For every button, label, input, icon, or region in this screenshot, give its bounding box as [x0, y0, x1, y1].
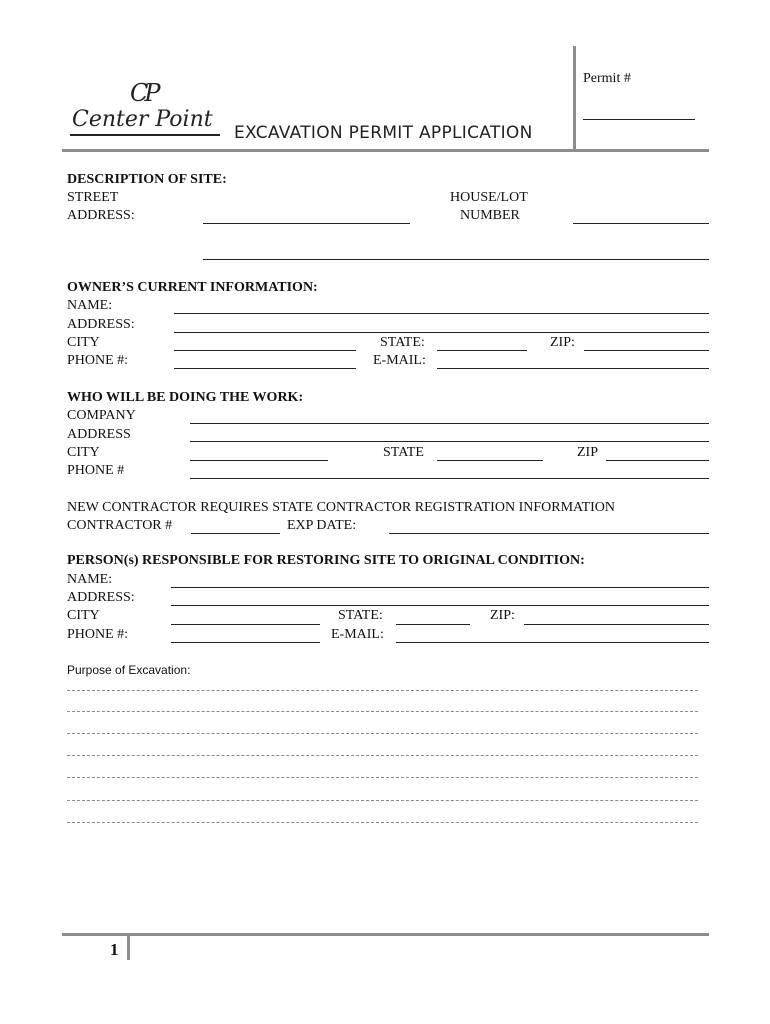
contractor-number-label: CONTRACTOR #	[67, 518, 173, 533]
restorer-heading: PERSON(s) RESPONSIBLE FOR RESTORING SITE TO ORIGINAL CONDITION:	[67, 553, 585, 568]
logo-underline	[70, 134, 220, 136]
house-lot-number-field[interactable]	[573, 223, 709, 224]
street-address-field[interactable]	[203, 223, 410, 224]
address-label: ADDRESS:	[67, 208, 135, 223]
owner-address-label: ADDRESS:	[67, 317, 135, 332]
owner-zip-label: ZIP:	[550, 335, 575, 350]
worker-zip-label: ZIP	[577, 445, 598, 460]
owner-state-field[interactable]	[437, 350, 527, 351]
restorer-address-field[interactable]	[171, 605, 709, 606]
footer-rule	[62, 933, 709, 936]
header-vertical-divider	[573, 46, 576, 152]
owner-phone-label: PHONE #:	[67, 353, 129, 368]
logo	[70, 80, 222, 138]
worker-company-field[interactable]	[190, 423, 709, 424]
permit-number-field[interactable]	[583, 119, 695, 120]
purpose-label: Purpose of Excavation:	[67, 663, 191, 677]
owner-heading: OWNER’S CURRENT INFORMATION:	[67, 280, 318, 295]
restorer-email-label: E-MAIL:	[331, 627, 384, 642]
restorer-phone-field[interactable]	[171, 642, 320, 643]
restorer-state-field[interactable]	[396, 624, 470, 625]
page-number: 1	[110, 940, 119, 959]
purpose-line[interactable]	[67, 733, 698, 734]
owner-zip-field[interactable]	[584, 350, 709, 351]
restorer-name-label: NAME:	[67, 572, 113, 587]
purpose-line[interactable]	[67, 755, 698, 756]
restorer-zip-label: ZIP:	[490, 608, 515, 623]
restorer-email-field[interactable]	[396, 642, 709, 643]
restorer-city-field[interactable]	[171, 624, 320, 625]
restorer-phone-label: PHONE #:	[67, 627, 129, 642]
worker-state-field[interactable]	[437, 460, 543, 461]
restorer-zip-field[interactable]	[524, 624, 709, 625]
house-lot-label: HOUSE/LOT	[450, 190, 528, 205]
contractor-notice: NEW CONTRACTOR REQUIRES STATE CONTRACTOR REGISTRATION INFORMATION	[67, 500, 616, 515]
owner-email-label: E-MAIL:	[373, 353, 426, 368]
exp-date-label: EXP DATE:	[287, 518, 357, 533]
worker-zip-field[interactable]	[606, 460, 709, 461]
logo-monogram: CP	[130, 79, 157, 107]
header-bottom-rule	[62, 149, 709, 152]
purpose-line[interactable]	[67, 822, 698, 823]
worker-state-label: STATE	[383, 445, 424, 460]
purpose-line[interactable]	[67, 711, 698, 712]
purpose-line[interactable]	[67, 800, 698, 801]
number-label: NUMBER	[460, 208, 520, 223]
worker-address-label: ADDRESS	[67, 427, 131, 442]
owner-address-field[interactable]	[174, 332, 709, 333]
footer-divider	[127, 933, 130, 960]
worker-city-field[interactable]	[190, 460, 328, 461]
owner-city-field[interactable]	[174, 350, 356, 351]
page-title: EXCAVATION PERMIT APPLICATION	[234, 123, 533, 143]
owner-phone-field[interactable]	[174, 368, 356, 369]
worker-company-label: COMPANY	[67, 408, 136, 423]
site-heading: DESCRIPTION OF SITE:	[67, 172, 227, 187]
worker-phone-label: PHONE #	[67, 463, 125, 478]
purpose-line[interactable]	[67, 690, 698, 691]
restorer-city-label: CITY	[67, 608, 100, 623]
exp-date-field[interactable]	[389, 533, 709, 534]
owner-state-label: STATE:	[380, 335, 425, 350]
contractor-number-field[interactable]	[191, 533, 280, 534]
worker-address-field[interactable]	[190, 441, 709, 442]
worker-city-label: CITY	[67, 445, 100, 460]
owner-email-field[interactable]	[437, 368, 709, 369]
owner-name-label: NAME:	[67, 298, 113, 313]
worker-heading: WHO WILL BE DOING THE WORK:	[67, 390, 304, 405]
logo-text: Center Point	[72, 107, 213, 132]
restorer-name-field[interactable]	[171, 587, 709, 588]
street-label: STREET	[67, 190, 119, 205]
owner-city-label: CITY	[67, 335, 100, 350]
restorer-state-label: STATE:	[338, 608, 383, 623]
purpose-line[interactable]	[67, 777, 698, 778]
worker-phone-field[interactable]	[190, 478, 709, 479]
permit-label: Permit #	[583, 71, 631, 86]
restorer-address-label: ADDRESS:	[67, 590, 135, 605]
street-address-line-2[interactable]	[203, 259, 709, 260]
owner-name-field[interactable]	[174, 313, 709, 314]
